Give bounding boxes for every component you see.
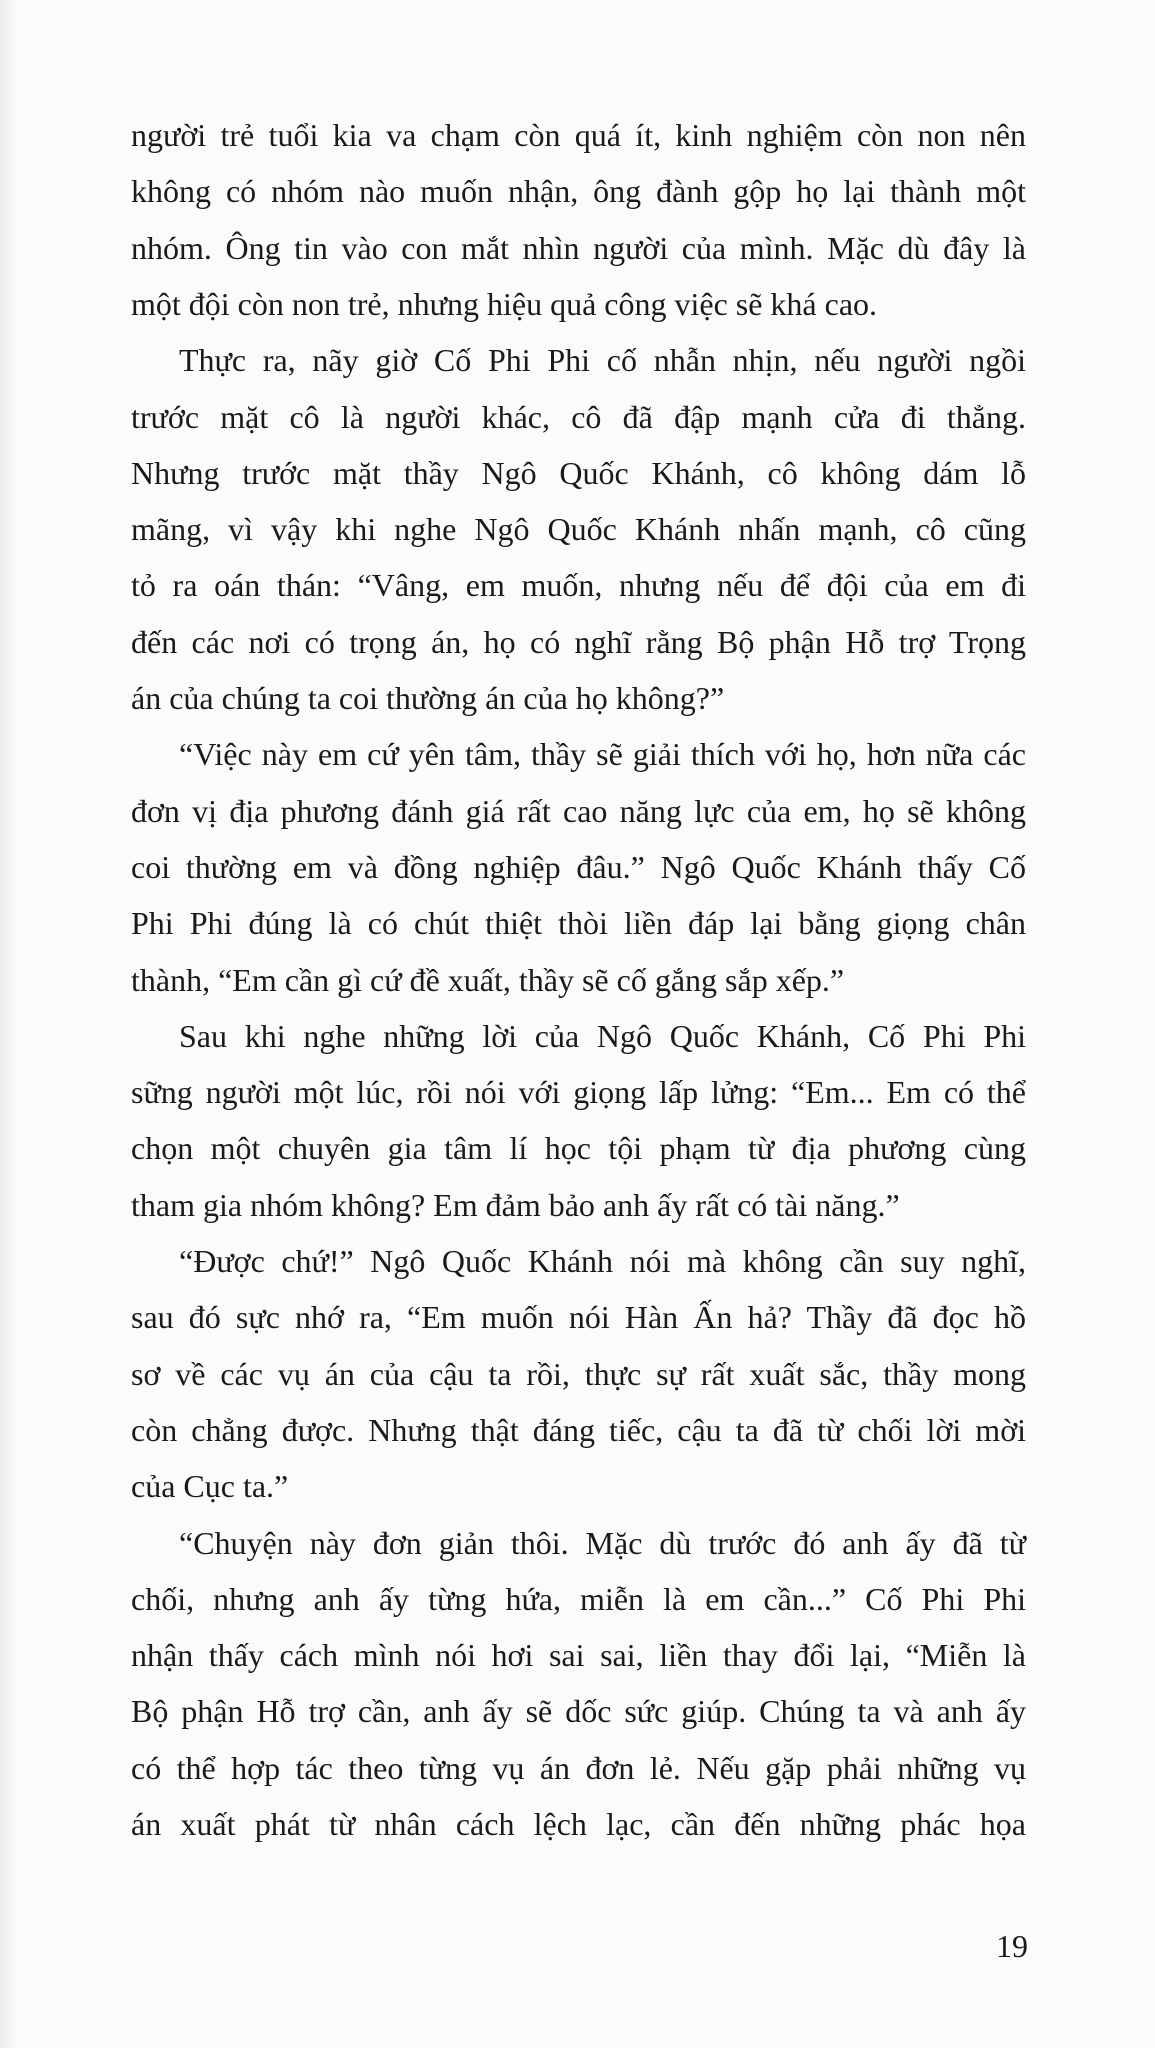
text-line: mãng, vì vậy khi nghe Ngô Quốc Khánh nhấn mạnh, cô cũng — [131, 511, 1026, 548]
text-line: coi thường em và đồng nghiệp đâu.” Ngô Quốc Khánh thấy Cố — [131, 848, 1026, 885]
text-line: nhóm. Ông tin vào con mắt nhìn người của mình. Mặc dù đây là — [131, 229, 1026, 266]
text-line: tỏ ra oán thán: “Vâng, em muốn, nhưng nếu để đội của em đi — [131, 567, 1026, 604]
text-line: Thực ra, nãy giờ Cố Phi Phi cố nhẫn nhịn, nếu người ngồi — [179, 342, 1026, 379]
text-line: “Việc này em cứ yên tâm, thầy sẽ giải thích với họ, hơn nữa các — [179, 736, 1026, 773]
text-line: sững người một lúc, rồi nói với giọng lấp lửng: “Em... Em có thể — [131, 1074, 1026, 1111]
text-line: “Chuyện này đơn giản thôi. Mặc dù trước đó anh ấy đã từ — [179, 1524, 1026, 1561]
text-line: chọn một chuyên gia tâm lí học tội phạm từ địa phương cùng — [131, 1130, 1026, 1167]
text-line: Bộ phận Hỗ trợ cần, anh ấy sẽ dốc sức giúp. Chúng ta và anh ấy — [131, 1693, 1026, 1730]
text-line: của Cục ta.” — [131, 1468, 289, 1505]
text-line: còn chẳng được. Nhưng thật đáng tiếc, cậu ta đã từ chối lời mời — [131, 1411, 1026, 1448]
text-line: sơ về các vụ án của cậu ta rồi, thực sự rất xuất sắc, thầy mong — [131, 1355, 1026, 1392]
text-line: thành, “Em cần gì cứ đề xuất, thầy sẽ cố gắng sắp xếp.” — [131, 961, 845, 998]
text-line: trước mặt cô là người khác, cô đã đập mạnh cửa đi thẳng. — [131, 398, 1026, 435]
text-line: người trẻ tuổi kia va chạm còn quá ít, kinh nghiệm còn non nên — [131, 117, 1026, 153]
text-line: án của chúng ta coi thường án của họ không?” — [131, 680, 725, 716]
text-line: có thể hợp tác theo từng vụ án đơn lẻ. Nếu gặp phải những vụ — [131, 1749, 1026, 1786]
page-number: 19 — [996, 1928, 1028, 1964]
text-line: Nhưng trước mặt thầy Ngô Quốc Khánh, cô không dám lỗ — [131, 454, 1026, 491]
text-line: Sau khi nghe những lời của Ngô Quốc Khánh, Cố Phi Phi — [179, 1017, 1026, 1054]
text-line: một đội còn non trẻ, nhưng hiệu quả công việc sẽ khá cao. — [131, 285, 878, 322]
text-line: đến các nơi có trọng án, họ có nghĩ rằng Bộ phận Hỗ trợ Trọng — [131, 623, 1026, 660]
text-line: sau đó sực nhớ ra, “Em muốn nói Hàn Ấn hả? Thầy đã đọc hồ — [131, 1299, 1026, 1336]
text-line: án xuất phát từ nhân cách lệch lạc, cần đến những phác họa — [131, 1806, 1026, 1842]
text-line: đơn vị địa phương đánh giá rất cao năng lực của em, họ sẽ không — [131, 792, 1026, 829]
text-line: “Được chứ!” Ngô Quốc Khánh nói mà không cần suy nghĩ, — [179, 1243, 1026, 1279]
text-line: Phi Phi đúng là có chút thiệt thòi liền đáp lại bằng giọng chân — [131, 905, 1026, 942]
text-line: chối, nhưng anh ấy từng hứa, miễn là em cần...” Cố Phi Phi — [131, 1580, 1026, 1617]
text-line: nhận thấy cách mình nói hơi sai sai, liền thay đổi lại, “Miễn là — [131, 1637, 1026, 1674]
text-line: không có nhóm nào muốn nhận, ông đành gộp họ lại thành một — [131, 173, 1026, 210]
text-line: tham gia nhóm không? Em đảm bảo anh ấy rất có tài năng.” — [131, 1186, 900, 1223]
